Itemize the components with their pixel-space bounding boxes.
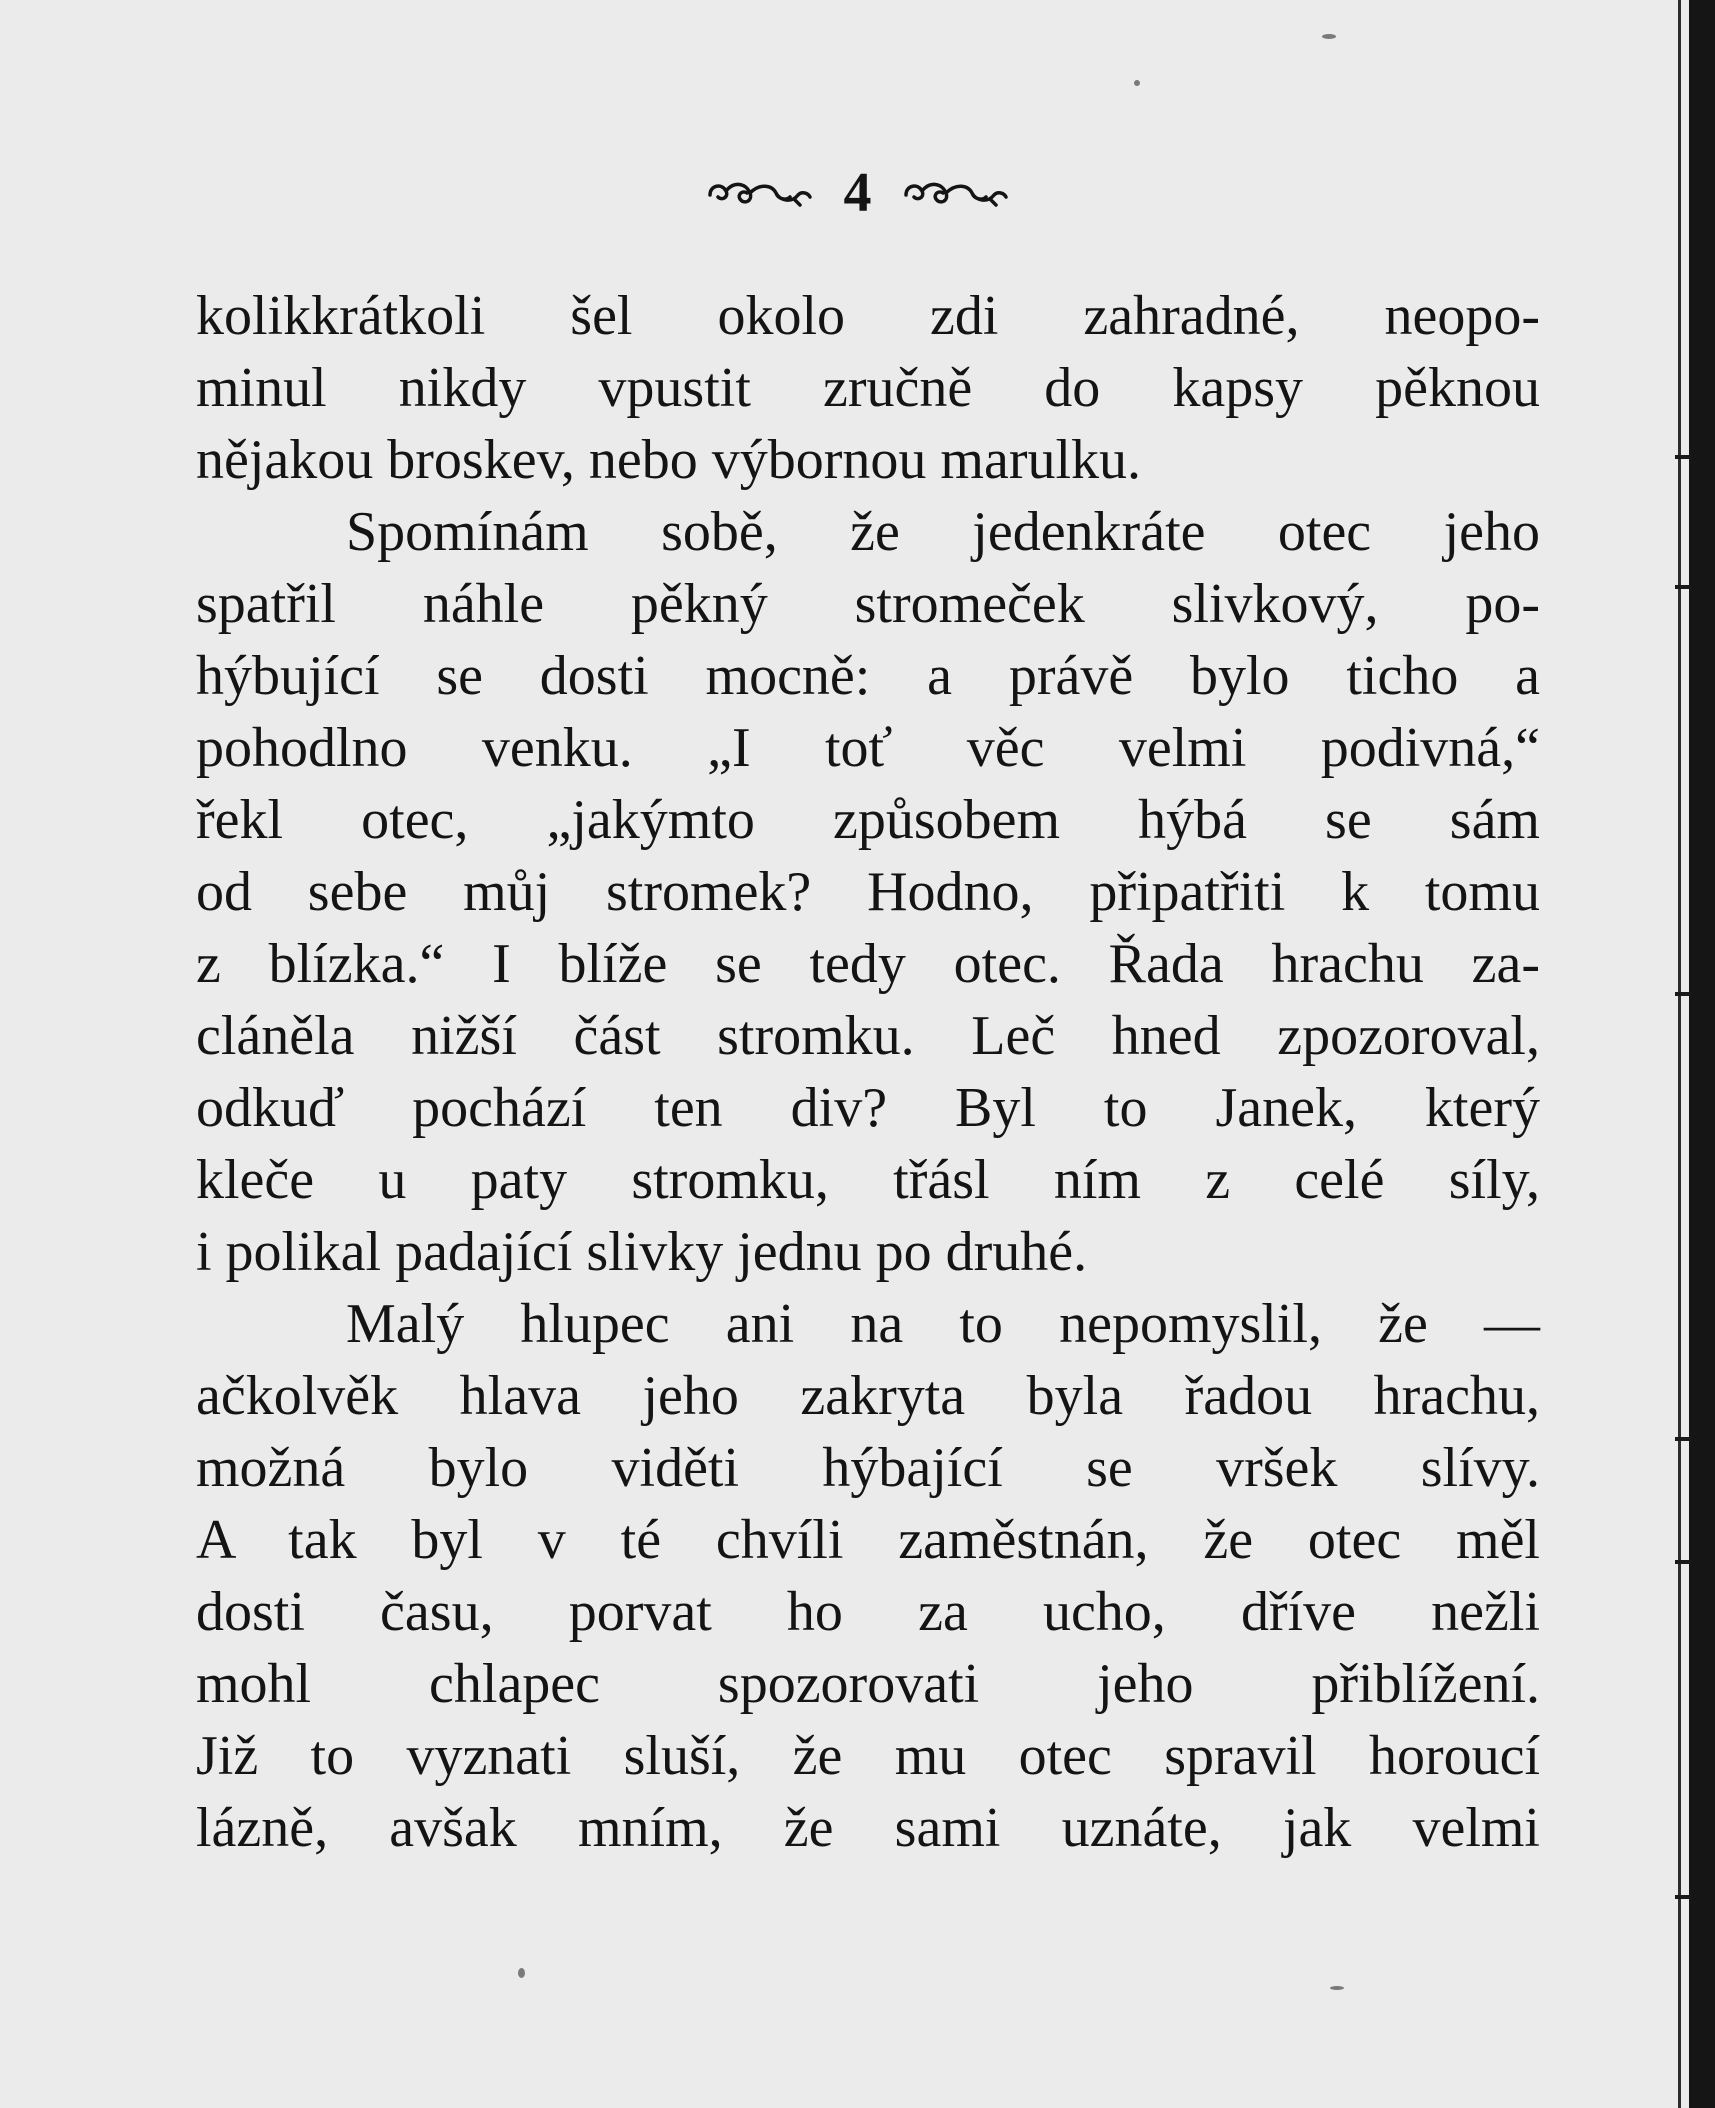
page-binding-edge	[1689, 0, 1715, 2108]
paper-speck	[1322, 34, 1336, 39]
binding-mark	[1675, 992, 1691, 996]
paper-speck	[518, 1968, 525, 1978]
text-line: ačkolvěk hlava jeho zakryta byla řadou hrachu,	[196, 1365, 1540, 1427]
text-line: spatřil náhle pěkný stromeček slivkový, po-	[196, 573, 1540, 635]
text-line: odkuď pochází ten div? Byl to Janek, který	[196, 1077, 1540, 1139]
text-line: dosti času, porvat ho za ucho, dříve nežli	[196, 1581, 1540, 1643]
binding-mark	[1675, 585, 1691, 589]
paper-speck	[1134, 80, 1140, 86]
text-line: od sebe můj stromek? Hodno, připatřiti k tomu	[196, 861, 1540, 923]
text-line: hýbující se dosti mocně: a právě bylo ticho a	[196, 645, 1540, 707]
scroll-ornament-icon	[902, 173, 1010, 213]
text-line: řekl otec, „jakýmto způsobem hýbá se sám	[196, 789, 1540, 851]
text-line: A tak byl v té chvíli zaměstnán, že otec měl	[196, 1509, 1540, 1571]
binding-mark	[1675, 1560, 1691, 1564]
text-line: kolikkrátkoli šel okolo zdi zahradné, neopo-	[196, 285, 1540, 347]
text-line: kleče u paty stromku, třásl ním z celé síly,	[196, 1149, 1540, 1211]
binding-mark	[1675, 455, 1691, 459]
text-line: pohodlno venku. „I toť věc velmi podivná,“	[196, 717, 1540, 779]
scroll-ornament-icon	[706, 173, 814, 213]
page-number: 4	[843, 162, 872, 224]
paper-speck	[1330, 1986, 1344, 1990]
text-line: Malý hlupec ani na to nepomyslil, že —	[346, 1293, 1540, 1355]
text-line: Spomínám sobě, že jedenkráte otec jeho	[346, 501, 1540, 563]
text-line: minul nikdy vpustit zručně do kapsy pěknou	[196, 357, 1540, 419]
binding-mark	[1675, 1437, 1691, 1441]
page-header	[0, 158, 1715, 228]
text-line: i polikal padající slivky jednu po druhé.	[196, 1221, 1088, 1283]
page-edge-line	[1678, 0, 1681, 2108]
text-line: lázně, avšak mním, že sami uznáte, jak velmi	[196, 1797, 1540, 1859]
text-line: Již to vyznati sluší, že mu otec spravil horoucí	[196, 1725, 1540, 1787]
text-line: možná bylo viděti hýbající se vršek slívy.	[196, 1437, 1540, 1499]
page-body-text	[196, 280, 1540, 1864]
text-line: z blízka.“ I blíže se tedy otec. Řada hrachu za-	[196, 933, 1540, 995]
text-line: mohl chlapec spozorovati jeho přiblížení.	[196, 1653, 1540, 1715]
binding-mark	[1675, 1895, 1691, 1899]
text-line: cláněla nižší část stromku. Leč hned zpozoroval,	[196, 1005, 1540, 1067]
text-line: nějakou broskev, nebo výbornou marulku.	[196, 429, 1142, 491]
